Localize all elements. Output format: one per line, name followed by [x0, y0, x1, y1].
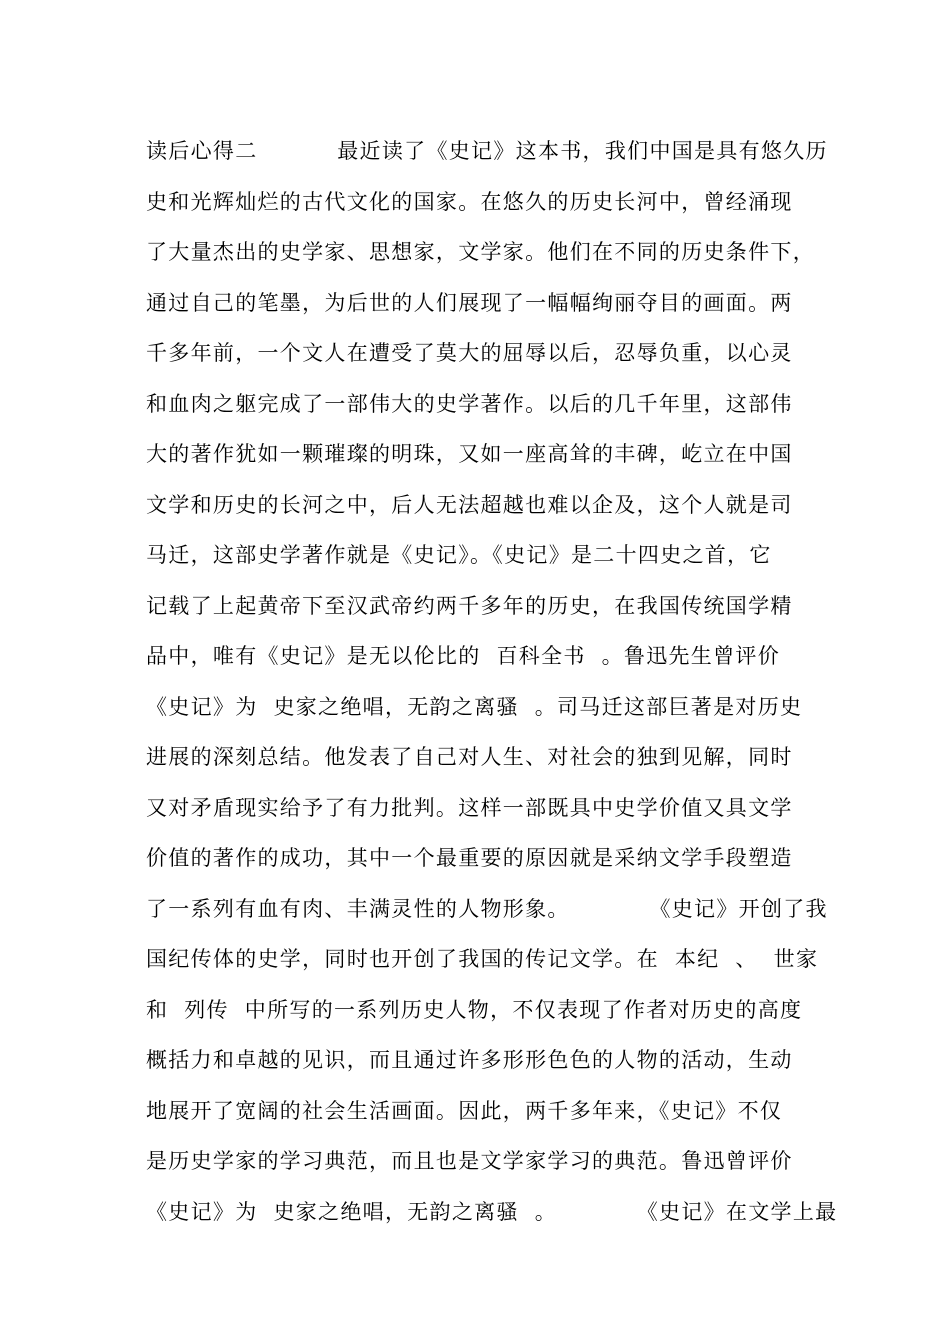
text-line: 大的著作犹如一颗璀璨的明珠，又如一座高耸的丰碑，屹立在中国 [146, 442, 793, 466]
text-line: 《史记》为 史家之绝唱，无韵之离骚 。司马迁这部巨著是对历史 [146, 694, 803, 719]
text-line: 地展开了宽阔的社会生活画面。因此，两千多年来，《史记》不仅 [146, 1098, 783, 1123]
text-line: 和血肉之躯完成了一部伟大的史学著作。以后的几千年里，这部伟 [146, 391, 793, 416]
text-line: 通过自己的笔墨，为后世的人们展现了一幅幅绚丽夺目的画面。两 [146, 290, 793, 315]
text-line: 进展的深刻总结。他发表了自己对人生、对社会的独到见解，同时 [146, 745, 793, 769]
text-line: 马迁，这部史学著作就是《史记》。《史记》是二十四史之首，它 [146, 543, 772, 567]
text-line: 读后心得二 最近读了《史记》这本书，我们中国是具有悠久历 [146, 139, 828, 163]
text-line: 是历史学家的学习典范，而且也是文学家学习的典范。鲁迅曾评价 [146, 1149, 793, 1173]
text-line: 和 列传 中所写的一系列历史人物，不仅表现了作者对历史的高度 [146, 997, 803, 1022]
text-line: 记载了上起黄帝下至汉武帝约两千多年的历史，在我国传统国学精 [146, 593, 793, 618]
text-line: 了一系列有血有肉、丰满灵性的人物形象。 《史记》开创了我 [146, 896, 828, 921]
body-text [146, 133, 846, 1244]
text-line: 品中，唯有《史记》是无以伦比的 百科全书 。鲁迅先生曾评价 [146, 644, 780, 668]
text-line: 了大量杰出的史学家、思想家，文学家。他们在不同的历史条件下， [146, 240, 815, 264]
text-line: 千多年前，一个文人在遭受了莫大的屈辱以后，忍辱负重，以心灵 [146, 341, 793, 365]
text-line: 史和光辉灿烂的古代文化的国家。在悠久的历史长河中，曾经涌现 [146, 189, 793, 214]
text-line: 价值的著作的成功，其中一个最重要的原因就是采纳文学手段塑造 [146, 846, 793, 870]
text-line: 概括力和卓越的见识，而且通过许多形形色色的人物的活动，生动 [146, 1048, 793, 1072]
text-line: 文学和历史的长河之中，后人无法超越也难以企及，这个人就是司 [146, 492, 793, 517]
text-line: 《史记》为 史家之绝唱，无韵之离骚 。 《史记》在文学上最 [146, 1199, 838, 1224]
text-line: 又对矛盾现实给予了有力批判。这样一部既具中史学价值又具文学 [146, 795, 793, 820]
text-line: 国纪传体的史学，同时也开创了我国的传记文学。在 本纪 、 世家 [146, 947, 819, 971]
